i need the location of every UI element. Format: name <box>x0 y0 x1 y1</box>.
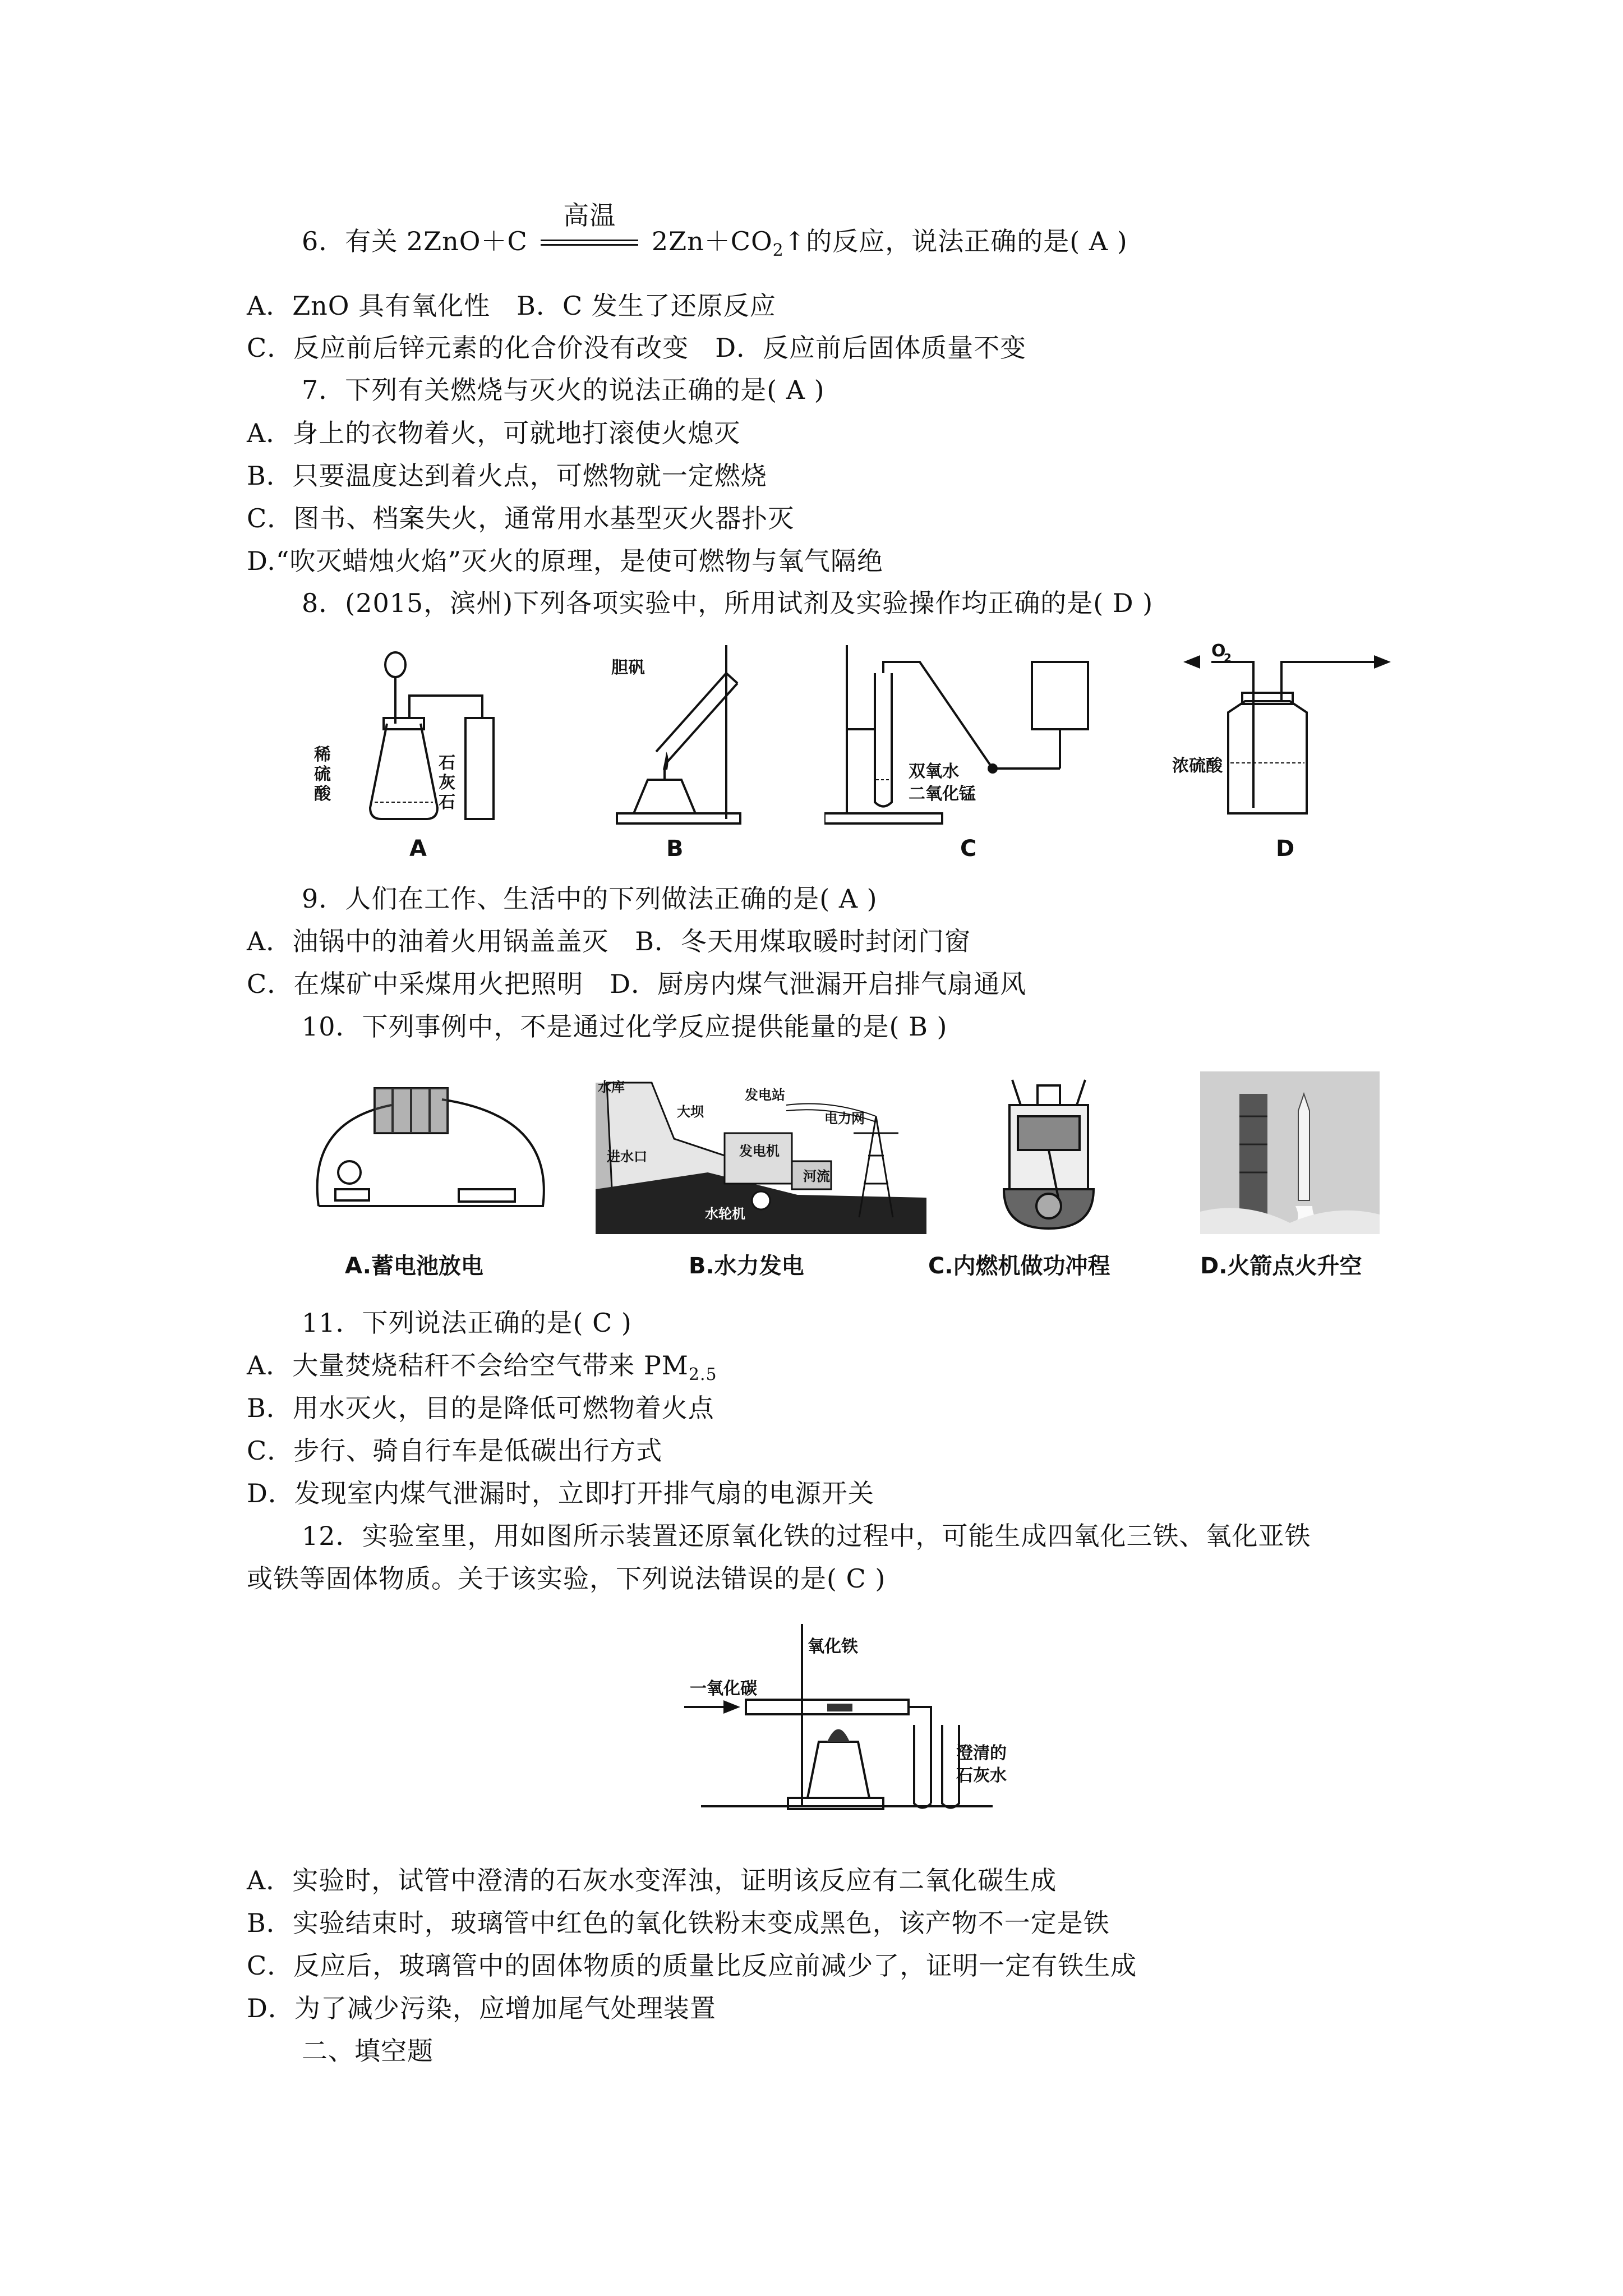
pm-subscript: 2.5 <box>688 1365 717 1384</box>
section-heading: 二、填空题 <box>302 2036 434 2066</box>
label-oxygen-subscript: 2 <box>1224 651 1232 665</box>
q12-stem-line1: 12．实验室里，用如图所示装置还原氧化铁的过程中，可能生成四氧化三铁、氧化亚铁 <box>302 1521 1311 1551</box>
q6-product-subscript: 2 <box>772 241 784 260</box>
q8-figure-a <box>314 639 527 841</box>
label-river: 河流 <box>803 1168 830 1184</box>
label-limewater-1: 澄清的 <box>956 1743 1007 1763</box>
q8-caption-c: C <box>960 836 977 862</box>
q10-caption-d: D.火箭点火升空 <box>1200 1253 1362 1279</box>
label-limestone-2: 灰 <box>439 773 455 793</box>
q6-option-line: A．ZnO 具有氧化性 B．C 发生了还原反应 <box>247 291 776 321</box>
label-power-grid: 电力网 <box>824 1111 865 1126</box>
q12-stem-line2: 或铁等固体物质。关于该实验，下列说法错误的是( C ) <box>247 1563 886 1594</box>
q6-option-line: C．反应前后锌元素的化合价没有改变 D．反应前后固体质量不变 <box>247 333 1027 363</box>
label-hydrogen-peroxide: 双氧水 <box>909 762 959 781</box>
q7-stem: 7．下列有关燃烧与灭火的说法正确的是( A ) <box>302 375 825 405</box>
q12-option-b: B．实验结束时，玻璃管中红色的氧化铁粉末变成黑色，该产物不一定是铁 <box>247 1908 1110 1938</box>
q10-figure-battery <box>307 1077 554 1223</box>
q8-figure-b <box>600 639 768 830</box>
q10-caption-b: B.水力发电 <box>689 1253 804 1279</box>
label-limestone-1: 石 <box>439 753 455 773</box>
q9-stem: 9．人们在工作、生活中的下列做法正确的是( A ) <box>302 884 878 914</box>
equals-sign-line <box>541 240 638 241</box>
q11-option-b: B．用水灭火，目的是降低可燃物着火点 <box>247 1393 714 1423</box>
q9-option-line: C．在煤矿中采煤用火把照明 D．厨房内煤气泄漏开启排气扇通风 <box>247 969 1027 999</box>
q8-caption-b: B <box>666 836 684 862</box>
label-power-station: 发电站 <box>745 1087 785 1103</box>
condition-text: 高温 <box>563 200 616 231</box>
q10-figure-hydropower <box>596 1071 926 1234</box>
label-limestone-3: 石 <box>439 793 455 812</box>
label-dam: 大坝 <box>677 1104 704 1120</box>
label-generator: 发电机 <box>739 1143 780 1159</box>
q6-stem <box>302 200 1128 268</box>
q6-product: 2Zn＋CO <box>651 226 773 256</box>
q7-option-a: A．身上的衣物着火，可就地打滚使火熄灭 <box>247 418 741 448</box>
q11-option-a-text: A．大量焚烧秸秆不会给空气带来 PM <box>247 1350 689 1381</box>
q6-prefix: 6．有关 2ZnO＋C <box>302 226 528 256</box>
label-dilute-acid-3: 酸 <box>314 784 331 804</box>
q7-option-b: B．只要温度达到着火点，可燃物就一定燃烧 <box>247 461 767 491</box>
q11-stem: 11．下列说法正确的是( C ) <box>302 1308 632 1338</box>
label-dilute-acid-1: 稀 <box>314 745 331 765</box>
label-reservoir: 水库 <box>598 1079 625 1095</box>
q8-caption-d: D <box>1276 836 1295 862</box>
label-dilute-acid-2: 硫 <box>314 765 331 784</box>
q8-stem: 8．(2015，滨州)下列各项实验中，所用试剂及实验操作均正确的是( D ) <box>302 588 1154 618</box>
label-limewater-2: 石灰水 <box>956 1766 1007 1786</box>
q8-figure-d <box>1161 639 1396 830</box>
q11-option-c: C．步行、骑自行车是低碳出行方式 <box>247 1435 663 1466</box>
label-oxygen: O <box>1211 641 1226 661</box>
q8-caption-a: A <box>409 836 427 862</box>
label-water-inlet: 进水口 <box>607 1149 647 1165</box>
label-iron-oxide: 氧化铁 <box>808 1637 858 1657</box>
q10-caption-a: A.蓄电池放电 <box>345 1253 483 1279</box>
q7-option-d: D.“吹灭蜡烛火焰”灭火的原理，是使可燃物与氧气隔绝 <box>247 546 883 576</box>
reaction-condition <box>536 200 643 258</box>
q10-caption-c: C.内燃机做功冲程 <box>928 1253 1110 1279</box>
q12-option-d: D．为了减少污染，应增加尾气处理装置 <box>247 1993 716 2023</box>
label-conc-sulfuric-acid: 浓硫酸 <box>1172 756 1223 776</box>
label-turbine: 水轮机 <box>705 1206 745 1222</box>
q12-figure-apparatus <box>679 1618 1015 1820</box>
label-manganese-dioxide: 二氧化锰 <box>909 784 976 804</box>
q11-option-a <box>247 1349 717 1392</box>
q6-suffix: ↑的反应，说法正确的是( A ) <box>783 226 1128 256</box>
q12-option-a: A．实验时，试管中澄清的石灰水变浑浊，证明该反应有二氧化碳生成 <box>247 1865 1057 1895</box>
q9-option-line: A．油锅中的油着火用锅盖盖灭 B．冬天用煤取暖时封闭门窗 <box>247 926 971 956</box>
q8-figure-c <box>824 639 1105 830</box>
equals-sign-line <box>541 244 638 246</box>
q11-option-d: D．发现室内煤气泄漏时，立即打开排气扇的电源开关 <box>247 1478 874 1508</box>
q12-option-c: C．反应后，玻璃管中的固体物质的质量比反应前减少了，证明一定有铁生成 <box>247 1950 1137 1981</box>
q10-figure-rocket <box>1200 1071 1380 1234</box>
label-carbon-monoxide: 一氧化碳 <box>690 1679 757 1699</box>
q10-figure-engine <box>987 1071 1110 1234</box>
q7-option-c: C．图书、档案失火，通常用水基型灭火器扑灭 <box>247 503 795 533</box>
label-blue-vitriol: 胆矾 <box>611 658 645 678</box>
q10-stem: 10．下列事例中，不是通过化学反应提供能量的是( B ) <box>302 1011 948 1042</box>
